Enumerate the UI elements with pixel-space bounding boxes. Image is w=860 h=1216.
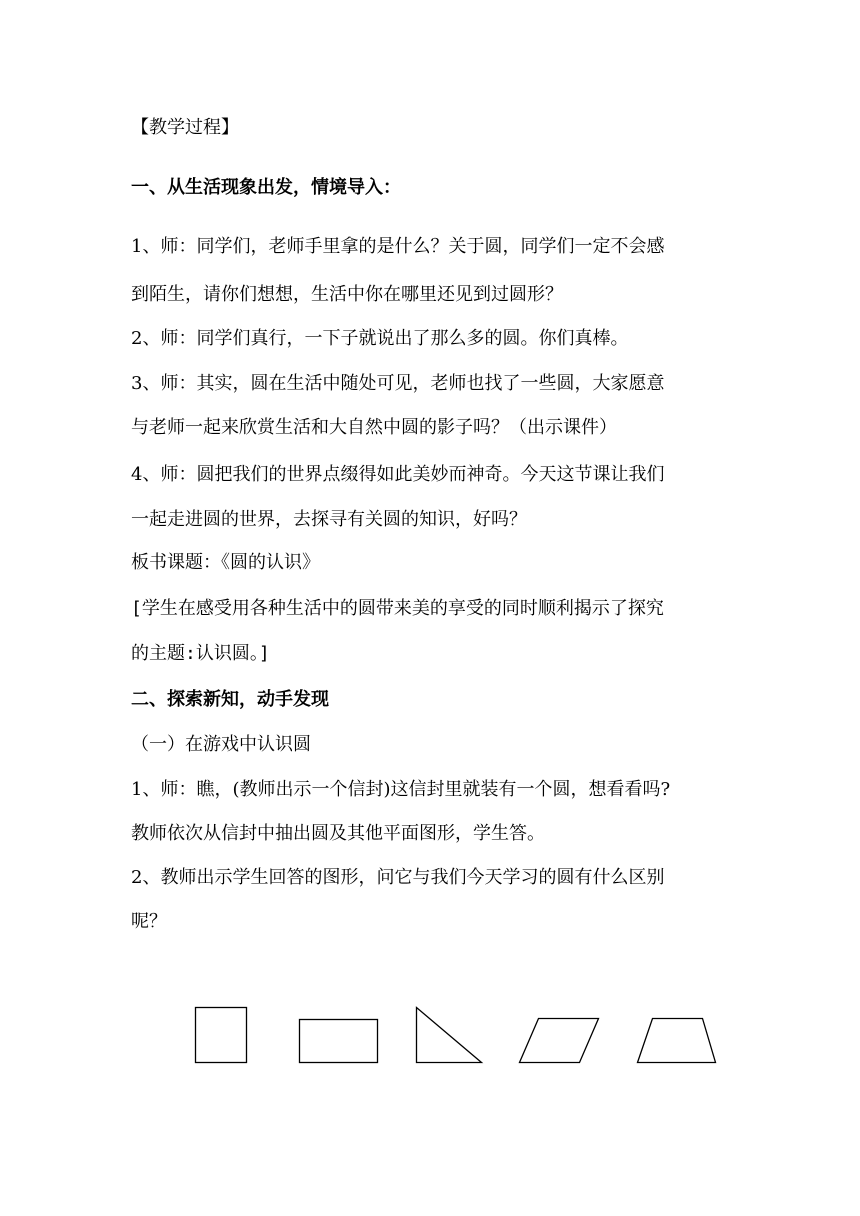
paragraph-4-line-2: 一起走进圆的世界，去探寻有关圆的知识，好吗？: [131, 509, 527, 530]
rectangle-shape: [300, 1020, 378, 1063]
paragraph-2: 2、师：同学们真行，一下子就说出了那么多的圆。你们真棒。: [131, 328, 629, 349]
paragraph-3-line-1: 3、师：其实，圆在生活中随处可见，老师也找了一些圆，大家愿意: [131, 373, 665, 394]
trapezoid-shape: [638, 1019, 716, 1063]
heading-2: 二、探索新知，动手发现: [131, 689, 329, 710]
paragraph-1-line-2: 到陌生，请你们想想，生活中你在哪里还见到过圆形？: [131, 284, 563, 305]
heading-1: 一、从生活现象出发，情境导入：: [131, 177, 401, 198]
subheading-1: （一）在游戏中认识圆: [131, 734, 311, 755]
square-shape: [196, 1008, 247, 1063]
question-1-line-1: 1、师：瞧，(教师出示一个信封)这信封里就装有一个圆，想看看吗?: [131, 779, 671, 800]
shapes-figure: [0, 990, 860, 1080]
note-line-1: [学生在感受用各种生活中的圆带来美的享受的同时顺利揭示了探究: [131, 598, 664, 619]
question-1-line-2: 教师依次从信封中抽出圆及其他平面图形，学生答。: [131, 823, 545, 844]
paragraph-4-line-1: 4、师：圆把我们的世界点缀得如此美妙而神奇。今天这节课让我们: [131, 464, 665, 485]
paragraph-3-line-2: 与老师一起来欣赏生活和大自然中圆的影子吗？（出示课件）: [131, 417, 617, 438]
note-line-2: 的主题:认识圆。]: [131, 643, 270, 664]
right-triangle-shape: [417, 1008, 482, 1063]
parallelogram-shape: [520, 1019, 599, 1063]
question-2-line-2: 呢？: [131, 911, 167, 932]
board-title: 板书课题：《圆的认识》: [131, 552, 320, 573]
question-2-line-1: 2、教师出示学生回答的图形，问它与我们今天学习的圆有什么区别: [131, 867, 665, 888]
section-header: 【教学过程】: [131, 117, 239, 138]
paragraph-1-line-1: 1、师：同学们，老师手里拿的是什么？关于圆，同学们一定不会感: [131, 236, 665, 257]
